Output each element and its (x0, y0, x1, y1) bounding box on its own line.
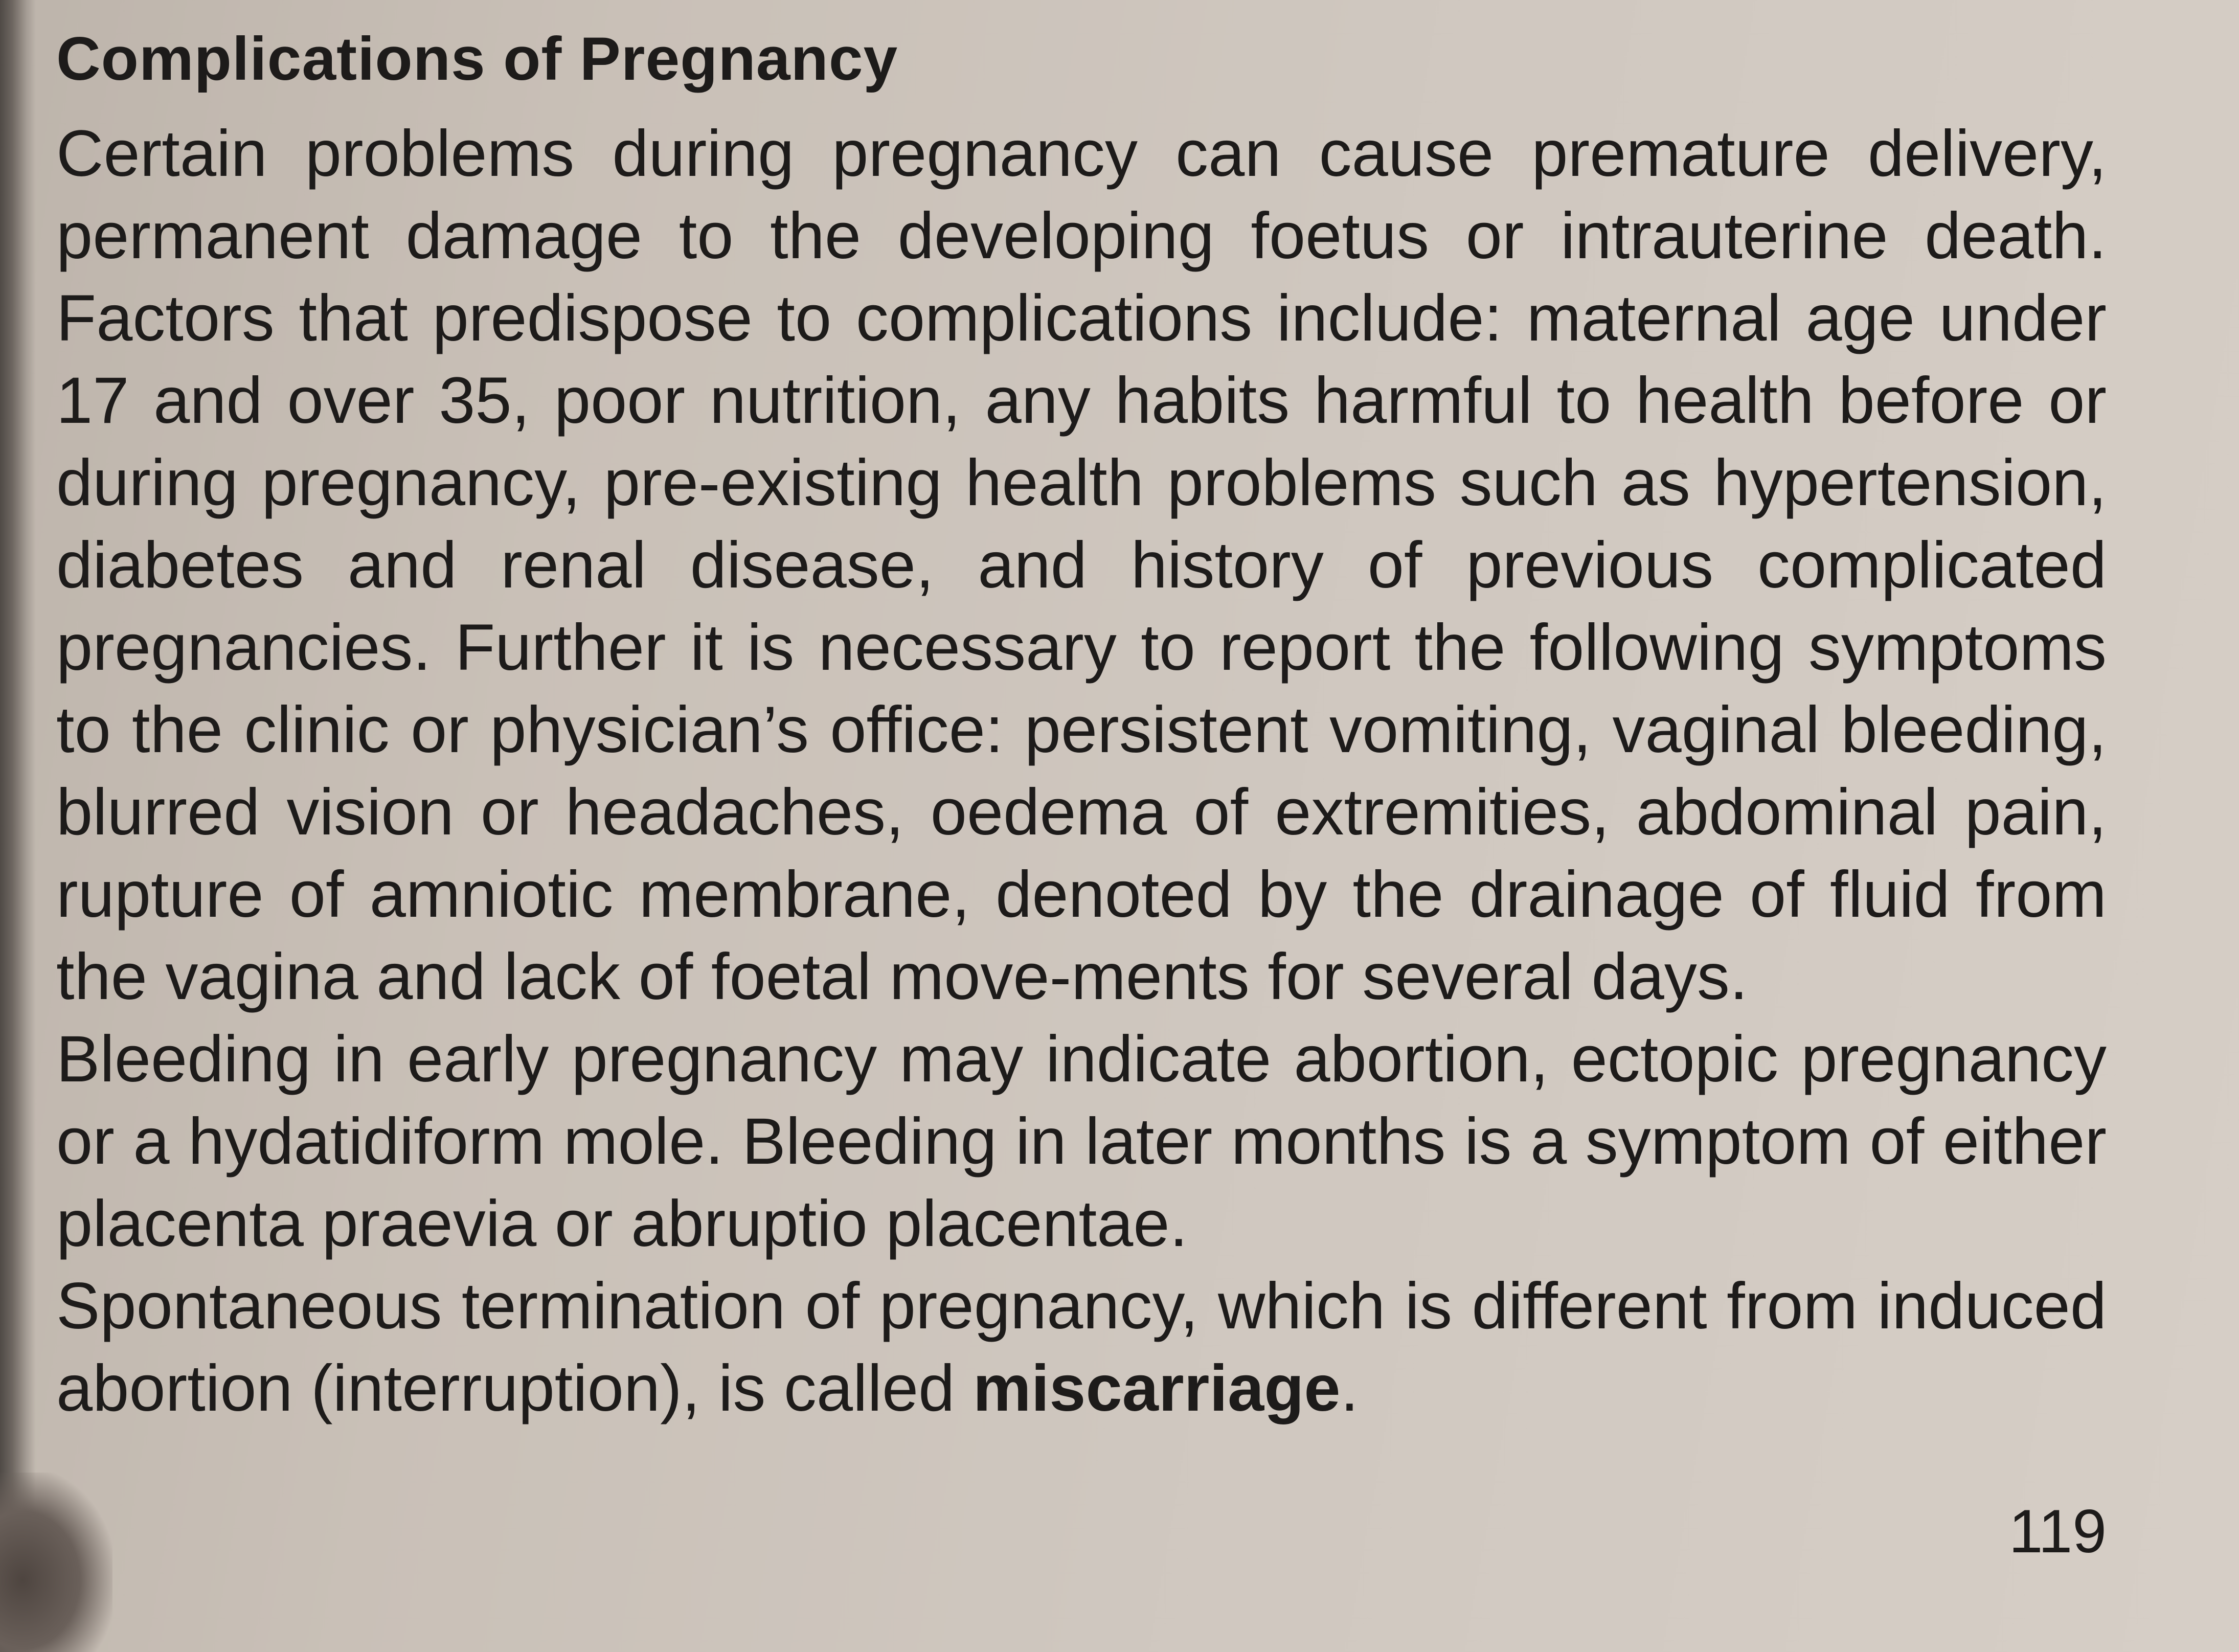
paragraph-complications: Certain problems during pregnancy can cause premature delivery, permanent damage to the developing foetus or intrauterine death. Factors that predispose to complications include: maternal age under 17 and over 35, poor nutrition, any habits harmful to health before or during pregnancy, pre-existing health problems such as hypertension, diabetes and renal disease, and history of previous complicated pregnancies. Further it is necessary to report the following symptoms to the clinic or physician’s office: persistent vomiting, vaginal bleeding, blurred vision or headaches, oedema of extremities, abdominal pain, rupture of amniotic membrane, denoted by the drainage of fluid from the vagina and lack of foetal move-ments for several days. (56, 117, 2107, 1013)
miscarriage-term: miscarriage (973, 1352, 1341, 1425)
miscarriage-text-before: Spontaneous termination of pregnancy, which is different from induced abortion (interruption), is called (56, 1270, 2107, 1425)
miscarriage-text-after: . (1340, 1352, 1359, 1425)
paragraph-bleeding: Bleeding in early pregnancy may indicate abortion, ectopic pregnancy or a hydatidiform mole. Bleeding in later months is a symptom of either placenta praevia or abruptio placentae. (56, 1023, 2107, 1260)
spine-shadow (0, 0, 36, 1652)
section-heading: Complications of Pregnancy (56, 25, 898, 93)
page-number: 119 (2008, 1497, 2107, 1566)
book-page (56, 20, 2107, 1605)
paragraph-miscarriage (56, 1265, 2107, 1430)
